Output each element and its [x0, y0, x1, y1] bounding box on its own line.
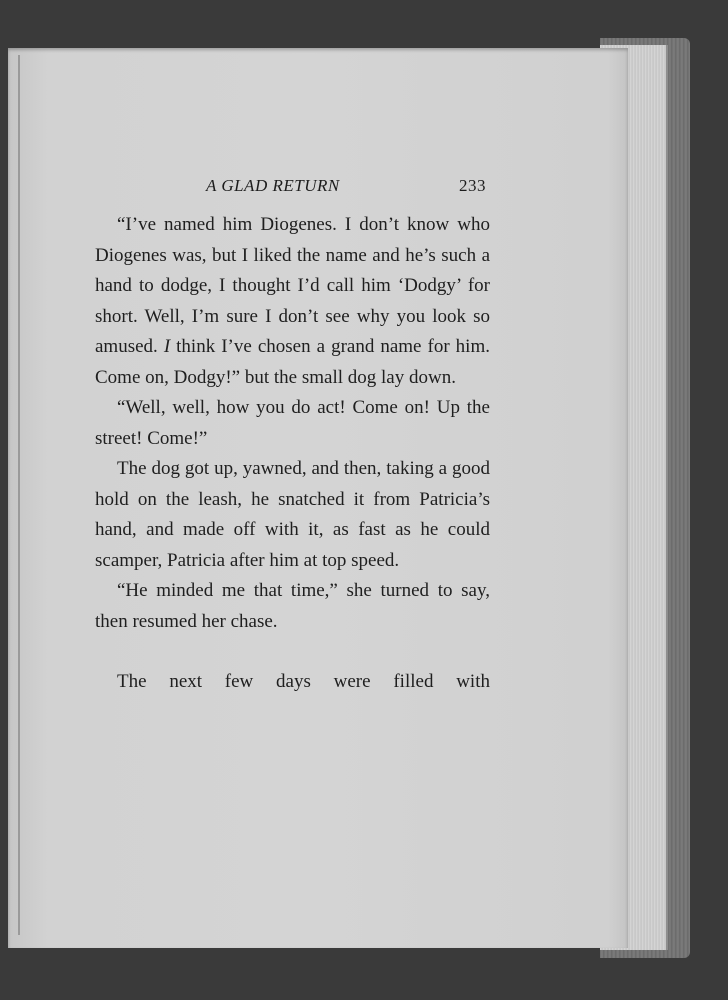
running-header [96, 176, 488, 200]
paragraph-text: think I’ve chosen a grand name for him. Come on, Dodgy!” but the small dog lay down. [95, 336, 490, 388]
section-break [95, 637, 490, 667]
body-text [95, 210, 490, 698]
page-number: 233 [459, 176, 486, 195]
paragraph: “He minded me that time,” she turned to say, then resumed her chase. [95, 580, 490, 632]
paragraph [95, 210, 490, 393]
running-title: A GLAD RETURN [206, 176, 340, 195]
paragraph: “Well, well, how you do act! Come on! Up the street! Come!” [95, 397, 490, 449]
paragraph: The next few days were filled with [117, 671, 490, 692]
page-gutter [18, 55, 20, 935]
paragraph: The dog got up, yawned, and then, taking a good hold on the leash, he snatched it from Patricia’s hand, and made off with it, as fast as he could scamper, Patricia after him at top speed. [95, 458, 490, 571]
emphasis-text: I [163, 336, 171, 357]
paragraph-text: “I’ve named him Diogenes. I don’t know who Diogenes was, but I liked the name and he’s such a hand to dodge, I thought I’d call him ‘Dodgy’ for short. Well, I’m sure I don’t see why you look so amused. [95, 214, 490, 357]
